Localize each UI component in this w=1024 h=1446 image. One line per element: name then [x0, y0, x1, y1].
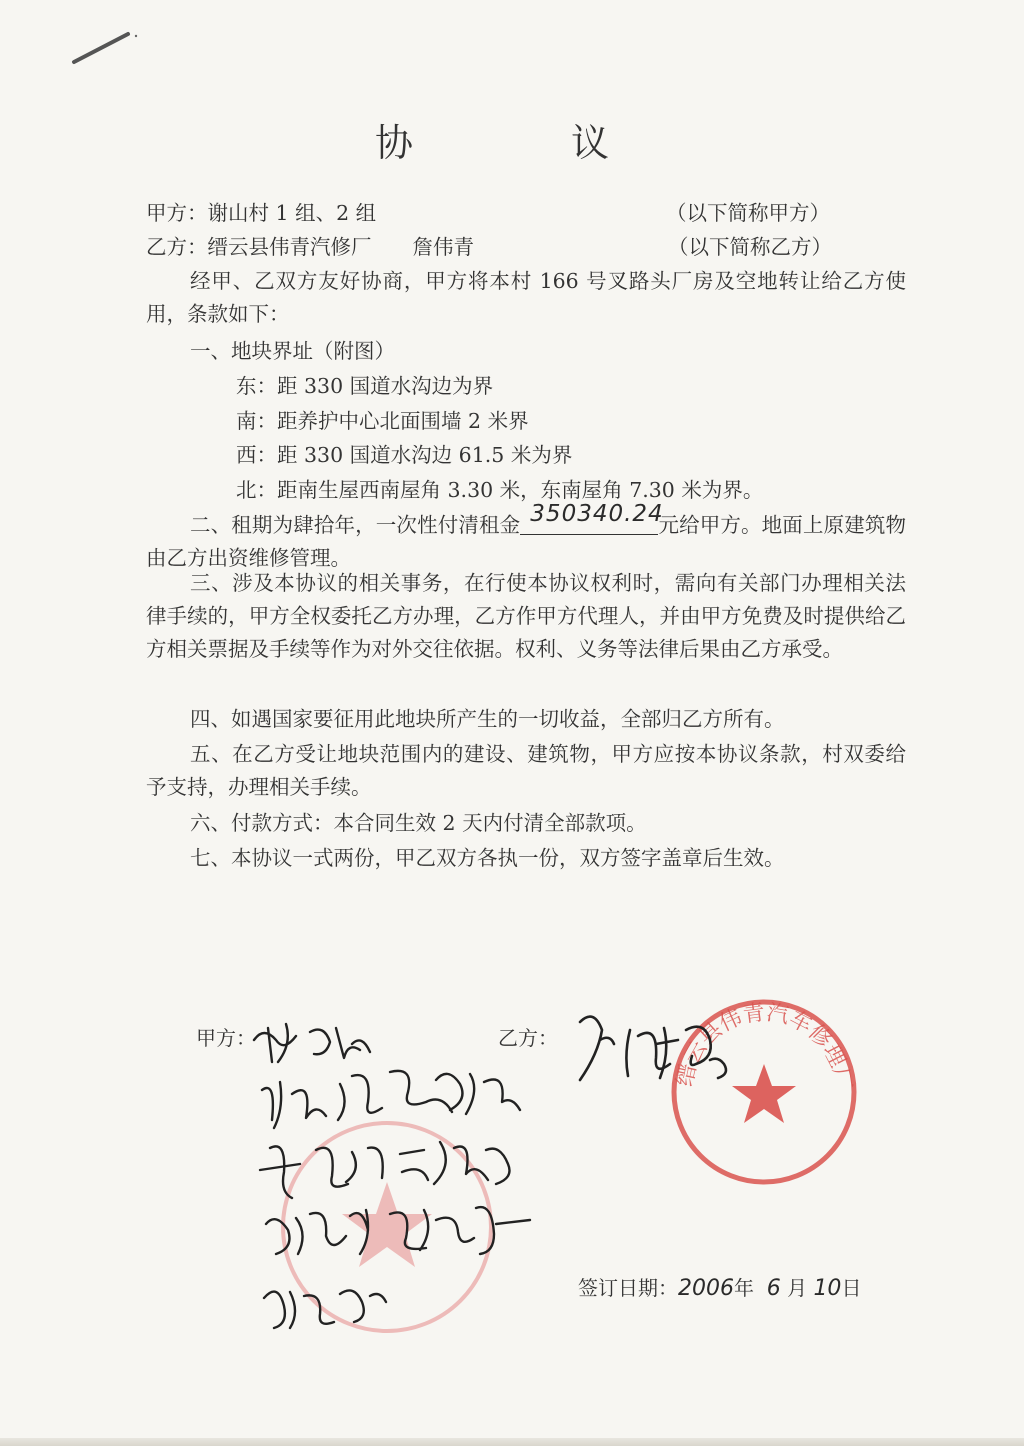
clause-3: 三、涉及本协议的相关事务，在行使本协议权利时，需向有关部门办理相关法律手续的，甲方全权委托乙方办理，乙方作甲方代理人，并由甲方免费及时提供给乙方相关票据及手续等作为对外交往依据。权利、义务等法律后果由乙方承受。	[146, 571, 906, 661]
signing-date-label: 签订日期：	[578, 1276, 678, 1300]
party-b-label: 乙方：	[146, 235, 208, 259]
scan-mark	[70, 28, 140, 68]
clause-6: 六、付款方式：本合同生效 2 天内付清全部款项。	[190, 811, 647, 835]
document-title: 协 议	[374, 121, 669, 165]
party-b-name: 缙云县伟青汽修厂 詹伟青	[207, 235, 474, 259]
boundary-east: 东：距 330 国道水沟边为界	[236, 374, 494, 398]
clause-1-heading: 一、地块界址（附图）	[190, 339, 395, 363]
intro-paragraph: 经甲、乙双方友好协商，甲方将本村 166 号叉路头厂房及空地转让给乙方使用，条款如下：	[146, 269, 906, 326]
party-a-note: （以下简称甲方）	[666, 201, 830, 225]
signature-party-b-label: 乙方：	[498, 1026, 558, 1050]
party-a-label: 甲方：	[146, 201, 208, 225]
clause-7: 七、本协议一式两份，甲乙双方各执一份，双方签字盖章后生效。	[190, 846, 785, 870]
rent-amount-blank	[520, 501, 664, 535]
scan-bottom-edge	[0, 1438, 1024, 1446]
signing-day-unit: 日	[841, 1276, 862, 1300]
signing-year: 2006	[678, 1276, 734, 1301]
clause-2	[146, 501, 907, 575]
party-a-name: 谢山村 1 组、2 组	[207, 201, 377, 225]
clause-2-after: 元给甲方。地面上原建筑物由乙方出资维修管理。	[146, 513, 907, 570]
party-a-handwritten-signatures	[240, 1010, 570, 1340]
clause-4: 四、如遇国家要征用此地块所产生的一切收益，全部归乙方所有。	[190, 707, 785, 731]
signing-year-unit: 年	[734, 1276, 754, 1300]
party-b-stamp-text: 缙云县伟青汽车修理厂	[672, 1000, 856, 1092]
party-b-note: （以下简称乙方）	[668, 235, 832, 259]
boundary-south: 南：距养护中心北面围墙 2 米界	[236, 409, 529, 433]
signing-day: 10	[813, 1276, 842, 1301]
rent-amount-handwritten: 350340.24	[530, 501, 664, 527]
party-b-line	[146, 232, 474, 262]
boundary-north: 北：距南生屋西南屋角 3.30 米，东南屋角 7.30 米为界。	[236, 478, 764, 502]
clause-5: 五、在乙方受让地块范围内的建设、建筑物，甲方应按本协议条款，村双委给予支持，办理相关手续。	[146, 742, 906, 799]
signing-date	[578, 1272, 861, 1301]
signature-party-a-label: 甲方：	[196, 1026, 256, 1050]
signing-month: 6	[766, 1276, 781, 1301]
party-b-handwritten-signature	[560, 1000, 760, 1100]
boundary-west: 西：距 330 国道水沟边 61.5 米为界	[236, 443, 573, 467]
party-a-line	[146, 198, 376, 228]
clause-2-before: 二、租期为肆拾年，一次性付清租金	[190, 513, 521, 537]
signing-month-unit: 月	[787, 1276, 808, 1300]
